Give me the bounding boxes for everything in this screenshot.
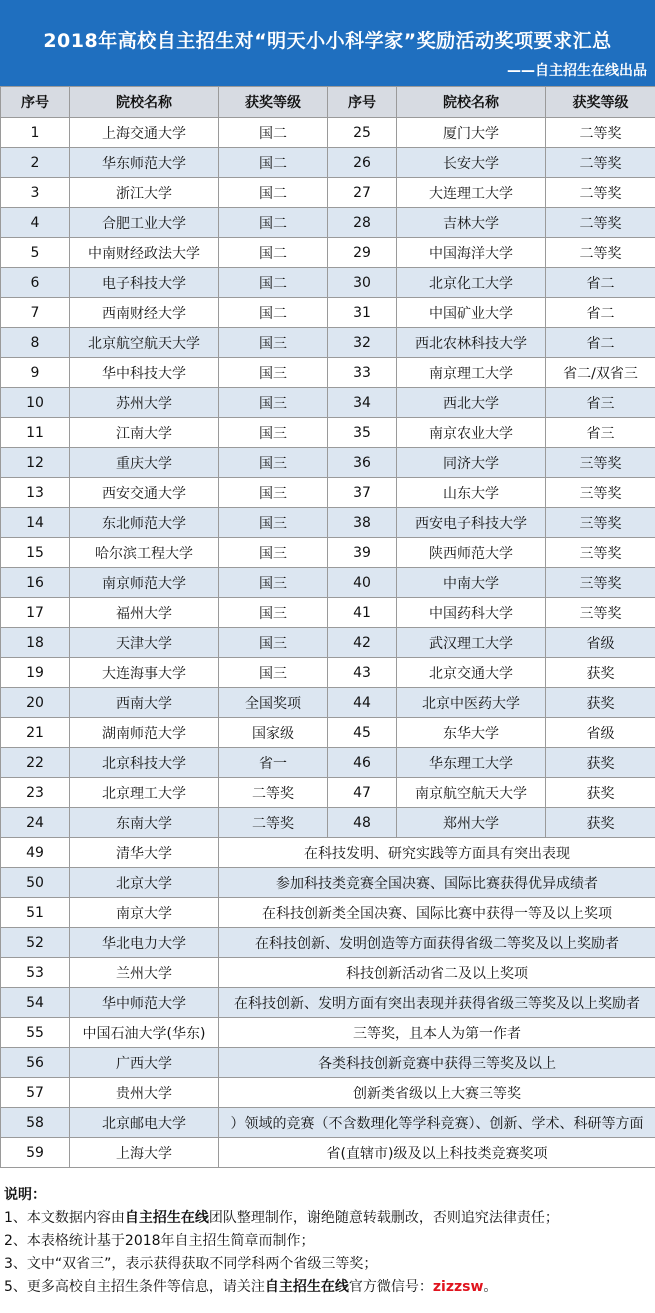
cell-award: 获奖 bbox=[546, 748, 655, 778]
cell-school: 北京大学 bbox=[70, 868, 219, 898]
col-header-no: 序号 bbox=[328, 87, 397, 118]
cell-no: 29 bbox=[328, 238, 397, 268]
table-row bbox=[1, 388, 655, 418]
cell-school: 东南大学 bbox=[70, 808, 219, 838]
cell-no: 52 bbox=[1, 928, 70, 958]
cell-no: 23 bbox=[1, 778, 70, 808]
note-1 bbox=[4, 1207, 652, 1230]
cell-award: 二等奖 bbox=[546, 148, 655, 178]
cell-school: 哈尔滨工程大学 bbox=[70, 538, 219, 568]
cell-school: 电子科技大学 bbox=[70, 268, 219, 298]
cell-requirement: 创新类省级以上大赛三等奖 bbox=[219, 1078, 655, 1108]
brand-name: 自主招生在线 bbox=[124, 1210, 209, 1226]
cell-school: 南京理工大学 bbox=[397, 358, 546, 388]
cell-award: 三等奖 bbox=[546, 448, 655, 478]
table-row bbox=[1, 898, 655, 928]
cell-school: 南京航空航天大学 bbox=[397, 778, 546, 808]
table-row bbox=[1, 988, 655, 1018]
cell-award: 国三 bbox=[219, 598, 328, 628]
cell-award: 省二/双省三 bbox=[546, 358, 655, 388]
cell-no: 39 bbox=[328, 538, 397, 568]
table-row bbox=[1, 1108, 655, 1138]
cell-school: 北京邮电大学 bbox=[70, 1108, 219, 1138]
cell-no: 14 bbox=[1, 508, 70, 538]
table-row bbox=[1, 1078, 655, 1108]
cell-school: 江南大学 bbox=[70, 418, 219, 448]
cell-no: 49 bbox=[1, 838, 70, 868]
page-title: 2018年高校自主招生对“明天小小科学家”奖励活动奖项要求汇总 bbox=[43, 30, 612, 52]
cell-award: 国二 bbox=[219, 118, 328, 148]
cell-no: 58 bbox=[1, 1108, 70, 1138]
cell-no: 3 bbox=[1, 178, 70, 208]
cell-no: 51 bbox=[1, 898, 70, 928]
cell-school: 华中师范大学 bbox=[70, 988, 219, 1018]
cell-award: 省三 bbox=[546, 388, 655, 418]
notes-heading: 说明： bbox=[4, 1187, 46, 1203]
cell-no: 16 bbox=[1, 568, 70, 598]
table-row bbox=[1, 568, 655, 598]
table-row bbox=[1, 328, 655, 358]
cell-no: 53 bbox=[1, 958, 70, 988]
cell-no: 11 bbox=[1, 418, 70, 448]
cell-school: 清华大学 bbox=[70, 838, 219, 868]
cell-award: 三等奖 bbox=[546, 598, 655, 628]
cell-no: 40 bbox=[328, 568, 397, 598]
cell-award: 二等奖 bbox=[219, 778, 328, 808]
cell-requirement: 三等奖，且本人为第一作者 bbox=[219, 1018, 655, 1048]
cell-school: 中国矿业大学 bbox=[397, 298, 546, 328]
cell-requirement: 在科技发明、研究实践等方面具有突出表现 bbox=[219, 838, 655, 868]
note-text: 团队整理制作，谢绝随意转载删改，否则追究法律责任； bbox=[208, 1210, 559, 1226]
table-row bbox=[1, 928, 655, 958]
cell-no: 54 bbox=[1, 988, 70, 1018]
table-row bbox=[1, 118, 655, 148]
cell-award: 省二 bbox=[546, 268, 655, 298]
cell-no: 47 bbox=[328, 778, 397, 808]
cell-requirement: 科技创新活动省二及以上奖项 bbox=[219, 958, 655, 988]
cell-no: 37 bbox=[328, 478, 397, 508]
cell-school: 福州大学 bbox=[70, 598, 219, 628]
cell-no: 28 bbox=[328, 208, 397, 238]
table-row bbox=[1, 838, 655, 868]
cell-award: 三等奖 bbox=[546, 538, 655, 568]
cell-school: 华东理工大学 bbox=[397, 748, 546, 778]
cell-school: 大连理工大学 bbox=[397, 178, 546, 208]
note-text: 官方微信号： bbox=[348, 1279, 433, 1295]
cell-award: 获奖 bbox=[546, 688, 655, 718]
table-header-row bbox=[1, 87, 655, 118]
cell-no: 36 bbox=[328, 448, 397, 478]
cell-award: 获奖 bbox=[546, 808, 655, 838]
cell-school: 中国药科大学 bbox=[397, 598, 546, 628]
cell-award: 国三 bbox=[219, 628, 328, 658]
note-5 bbox=[4, 1276, 652, 1299]
cell-no: 32 bbox=[328, 328, 397, 358]
cell-school: 吉林大学 bbox=[397, 208, 546, 238]
cell-no: 27 bbox=[328, 178, 397, 208]
cell-award: 二等奖 bbox=[546, 118, 655, 148]
cell-school: 南京师范大学 bbox=[70, 568, 219, 598]
cell-school: 合肥工业大学 bbox=[70, 208, 219, 238]
cell-award: 三等奖 bbox=[546, 508, 655, 538]
cell-no: 20 bbox=[1, 688, 70, 718]
table-row bbox=[1, 1138, 655, 1168]
cell-award: 二等奖 bbox=[546, 208, 655, 238]
cell-school: 北京交通大学 bbox=[397, 658, 546, 688]
col-header-award: 获奖等级 bbox=[546, 87, 655, 118]
cell-no: 1 bbox=[1, 118, 70, 148]
cell-school: 北京理工大学 bbox=[70, 778, 219, 808]
cell-award: 国三 bbox=[219, 448, 328, 478]
cell-school: 中南大学 bbox=[397, 568, 546, 598]
cell-school: 中国石油大学(华东) bbox=[70, 1018, 219, 1048]
cell-no: 25 bbox=[328, 118, 397, 148]
cell-requirement: ）领域的竞赛（不含数理化等学科竞赛）、创新、学术、科研等方面 bbox=[219, 1108, 655, 1138]
table-row bbox=[1, 658, 655, 688]
cell-award: 二等奖 bbox=[546, 178, 655, 208]
cell-school: 贵州大学 bbox=[70, 1078, 219, 1108]
cell-no: 2 bbox=[1, 148, 70, 178]
cell-award: 国三 bbox=[219, 418, 328, 448]
table-row bbox=[1, 748, 655, 778]
cell-award: 国三 bbox=[219, 478, 328, 508]
cell-no: 17 bbox=[1, 598, 70, 628]
cell-school: 北京航空航天大学 bbox=[70, 328, 219, 358]
cell-school: 华北电力大学 bbox=[70, 928, 219, 958]
cell-no: 59 bbox=[1, 1138, 70, 1168]
table-row bbox=[1, 598, 655, 628]
cell-school: 武汉理工大学 bbox=[397, 628, 546, 658]
cell-school: 西北农林科技大学 bbox=[397, 328, 546, 358]
table-row bbox=[1, 148, 655, 178]
cell-no: 48 bbox=[328, 808, 397, 838]
table-row bbox=[1, 238, 655, 268]
cell-school: 北京中医药大学 bbox=[397, 688, 546, 718]
cell-no: 6 bbox=[1, 268, 70, 298]
table-row bbox=[1, 958, 655, 988]
cell-no: 19 bbox=[1, 658, 70, 688]
table-row bbox=[1, 298, 655, 328]
cell-school: 西北大学 bbox=[397, 388, 546, 418]
cell-no: 38 bbox=[328, 508, 397, 538]
cell-award: 国二 bbox=[219, 178, 328, 208]
cell-award: 省级 bbox=[546, 718, 655, 748]
cell-award: 三等奖 bbox=[546, 478, 655, 508]
cell-school: 苏州大学 bbox=[70, 388, 219, 418]
cell-award: 国三 bbox=[219, 388, 328, 418]
cell-award: 国家级 bbox=[219, 718, 328, 748]
cell-no: 22 bbox=[1, 748, 70, 778]
cell-school: 西安电子科技大学 bbox=[397, 508, 546, 538]
cell-school: 南京农业大学 bbox=[397, 418, 546, 448]
cell-award: 国三 bbox=[219, 658, 328, 688]
table-row bbox=[1, 418, 655, 448]
cell-award: 国三 bbox=[219, 568, 328, 598]
note-text: 5、更多高校自主招生条件等信息，请关注 bbox=[4, 1279, 265, 1295]
table-row bbox=[1, 478, 655, 508]
brand-name: 自主招生在线 bbox=[264, 1279, 349, 1295]
cell-no: 4 bbox=[1, 208, 70, 238]
cell-no: 8 bbox=[1, 328, 70, 358]
cell-school: 西南财经大学 bbox=[70, 298, 219, 328]
cell-award: 省一 bbox=[219, 748, 328, 778]
cell-award: 获奖 bbox=[546, 658, 655, 688]
col-header-school: 院校名称 bbox=[397, 87, 546, 118]
cell-award: 国二 bbox=[219, 148, 328, 178]
cell-school: 浙江大学 bbox=[70, 178, 219, 208]
notes-section bbox=[4, 1184, 652, 1299]
table-row bbox=[1, 1018, 655, 1048]
table-row bbox=[1, 508, 655, 538]
cell-school: 西安交通大学 bbox=[70, 478, 219, 508]
note-text: 1、本文数据内容由 bbox=[4, 1210, 125, 1226]
cell-school: 华东师范大学 bbox=[70, 148, 219, 178]
cell-school: 西南大学 bbox=[70, 688, 219, 718]
col-header-award: 获奖等级 bbox=[219, 87, 328, 118]
cell-no: 24 bbox=[1, 808, 70, 838]
cell-school: 厦门大学 bbox=[397, 118, 546, 148]
col-header-no: 序号 bbox=[1, 87, 70, 118]
table-row bbox=[1, 448, 655, 478]
cell-no: 7 bbox=[1, 298, 70, 328]
cell-school: 南京大学 bbox=[70, 898, 219, 928]
cell-award: 国二 bbox=[219, 208, 328, 238]
cell-no: 10 bbox=[1, 388, 70, 418]
cell-school: 上海大学 bbox=[70, 1138, 219, 1168]
table-row bbox=[1, 1048, 655, 1078]
cell-school: 中南财经政法大学 bbox=[70, 238, 219, 268]
table-row bbox=[1, 538, 655, 568]
table-row bbox=[1, 178, 655, 208]
cell-no: 12 bbox=[1, 448, 70, 478]
table-row bbox=[1, 628, 655, 658]
cell-school: 大连海事大学 bbox=[70, 658, 219, 688]
cell-no: 9 bbox=[1, 358, 70, 388]
note-text: 。 bbox=[483, 1279, 498, 1295]
cell-requirement: 在科技创新、发明创造等方面获得省级二等奖及以上奖励者 bbox=[219, 928, 655, 958]
table-row bbox=[1, 808, 655, 838]
cell-school: 东华大学 bbox=[397, 718, 546, 748]
cell-award: 国三 bbox=[219, 538, 328, 568]
cell-requirement: 参加科技类竞赛全国决赛、国际比赛获得优异成绩者 bbox=[219, 868, 655, 898]
cell-school: 天津大学 bbox=[70, 628, 219, 658]
table-row bbox=[1, 268, 655, 298]
cell-no: 30 bbox=[328, 268, 397, 298]
note-2: 2、本表格统计基于2018年自主招生简章而制作； bbox=[4, 1233, 315, 1249]
cell-award: 省二 bbox=[546, 298, 655, 328]
table-row bbox=[1, 868, 655, 898]
cell-no: 46 bbox=[328, 748, 397, 778]
cell-award: 省级 bbox=[546, 628, 655, 658]
cell-no: 5 bbox=[1, 238, 70, 268]
cell-no: 34 bbox=[328, 388, 397, 418]
cell-school: 北京科技大学 bbox=[70, 748, 219, 778]
cell-no: 21 bbox=[1, 718, 70, 748]
cell-school: 兰州大学 bbox=[70, 958, 219, 988]
cell-award: 国三 bbox=[219, 358, 328, 388]
cell-requirement: 省(直辖市)级及以上科技类竞赛奖项 bbox=[219, 1138, 655, 1168]
award-table bbox=[0, 86, 655, 1168]
col-header-school: 院校名称 bbox=[70, 87, 219, 118]
cell-no: 13 bbox=[1, 478, 70, 508]
cell-school: 东北师范大学 bbox=[70, 508, 219, 538]
cell-no: 50 bbox=[1, 868, 70, 898]
cell-school: 重庆大学 bbox=[70, 448, 219, 478]
table-row bbox=[1, 688, 655, 718]
table-row bbox=[1, 358, 655, 388]
cell-award: 获奖 bbox=[546, 778, 655, 808]
cell-no: 43 bbox=[328, 658, 397, 688]
note-3: 3、文中“双省三”，表示获得获取不同学科两个省级三等奖； bbox=[4, 1256, 378, 1272]
cell-award: 国二 bbox=[219, 298, 328, 328]
cell-no: 15 bbox=[1, 538, 70, 568]
cell-award: 国二 bbox=[219, 238, 328, 268]
cell-school: 同济大学 bbox=[397, 448, 546, 478]
cell-school: 北京化工大学 bbox=[397, 268, 546, 298]
cell-school: 广西大学 bbox=[70, 1048, 219, 1078]
cell-school: 长安大学 bbox=[397, 148, 546, 178]
cell-award: 二等奖 bbox=[546, 238, 655, 268]
cell-award: 三等奖 bbox=[546, 568, 655, 598]
cell-award: 国三 bbox=[219, 508, 328, 538]
cell-requirement: 各类科技创新竞赛中获得三等奖及以上 bbox=[219, 1048, 655, 1078]
cell-school: 上海交通大学 bbox=[70, 118, 219, 148]
cell-award: 省二 bbox=[546, 328, 655, 358]
table-row bbox=[1, 778, 655, 808]
cell-requirement: 在科技创新类全国决赛、国际比赛中获得一等及以上奖项 bbox=[219, 898, 655, 928]
cell-no: 57 bbox=[1, 1078, 70, 1108]
cell-no: 33 bbox=[328, 358, 397, 388]
header-banner bbox=[0, 0, 655, 86]
cell-award: 省三 bbox=[546, 418, 655, 448]
cell-school: 中国海洋大学 bbox=[397, 238, 546, 268]
cell-requirement: 在科技创新、发明方面有突出表现并获得省级三等奖及以上奖励者 bbox=[219, 988, 655, 1018]
table-row bbox=[1, 208, 655, 238]
cell-school: 湖南师范大学 bbox=[70, 718, 219, 748]
cell-no: 56 bbox=[1, 1048, 70, 1078]
cell-award: 国三 bbox=[219, 328, 328, 358]
cell-school: 山东大学 bbox=[397, 478, 546, 508]
cell-award: 国二 bbox=[219, 268, 328, 298]
cell-no: 41 bbox=[328, 598, 397, 628]
cell-no: 35 bbox=[328, 418, 397, 448]
cell-no: 44 bbox=[328, 688, 397, 718]
cell-school: 华中科技大学 bbox=[70, 358, 219, 388]
cell-award: 二等奖 bbox=[219, 808, 328, 838]
page-subtitle: ——自主招生在线出品 bbox=[507, 63, 647, 79]
cell-no: 42 bbox=[328, 628, 397, 658]
table-row bbox=[1, 718, 655, 748]
cell-no: 55 bbox=[1, 1018, 70, 1048]
wechat-id: zizzsw bbox=[432, 1279, 484, 1295]
cell-no: 31 bbox=[328, 298, 397, 328]
cell-award: 全国奖项 bbox=[219, 688, 328, 718]
cell-no: 26 bbox=[328, 148, 397, 178]
cell-no: 18 bbox=[1, 628, 70, 658]
cell-school: 陕西师范大学 bbox=[397, 538, 546, 568]
cell-no: 45 bbox=[328, 718, 397, 748]
cell-school: 郑州大学 bbox=[397, 808, 546, 838]
